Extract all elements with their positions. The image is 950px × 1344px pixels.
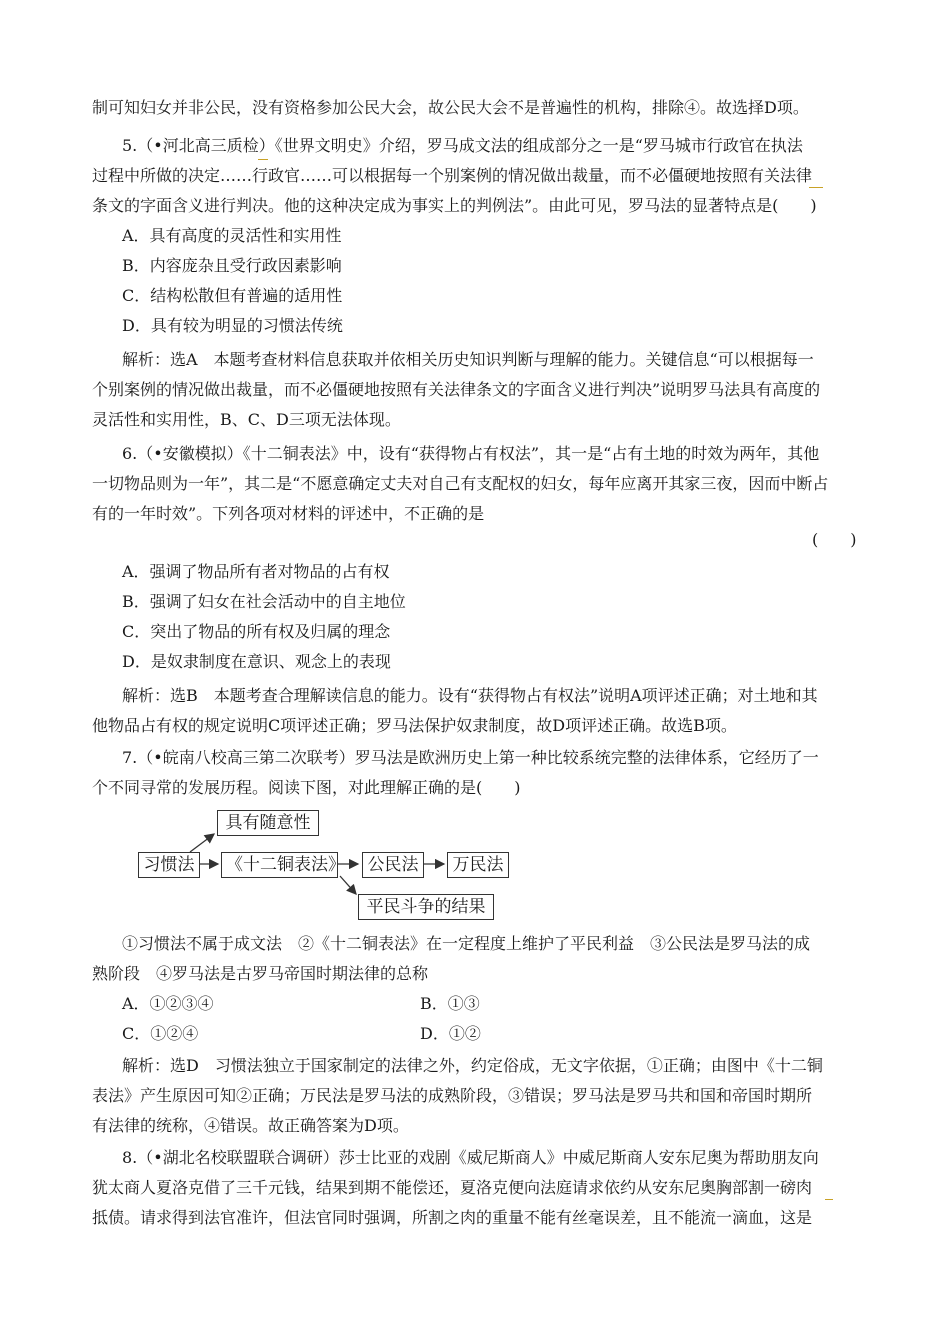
text-line: 制可知妇女并非公民，没有资格参加公民大会，故公民大会不是普遍性的机构，排除④。故选择D项。 (92, 98, 809, 117)
text-line: 有法律的统称，④错误。故正确答案为D项。 (92, 1116, 409, 1135)
statements: ①习惯法不属于成文法 ②《十二铜表法》在一定程度上维护了平民利益 ③公民法是罗马法的成 (122, 934, 811, 953)
option-c: C．突出了物品的所有权及归属的理念 (122, 622, 391, 641)
option-d: D．①② (420, 1024, 481, 1043)
text-line: 灵活性和实用性，B、C、D三项无法体现。 (92, 410, 401, 429)
text-line: 表法》产生原因可知②正确；万民法是罗马法的成熟阶段，③错误；罗马法是罗马共和国和帝国时期所 (92, 1086, 813, 1105)
analysis-6: 解析：选B 本题考查合理解读信息的能力。设有“获得物占有权法”说明A项评述正确；对土地和其 (122, 686, 818, 705)
option-a: A．强调了物品所有者对物品的占有权 (122, 562, 390, 581)
diagram-node-law-of-nations: 万民法 (447, 852, 509, 878)
scan-mark (809, 187, 823, 188)
diagram-node-arbitrary: 具有随意性 (217, 810, 319, 836)
option-c: C．结构松散但有普遍的适用性 (122, 286, 343, 305)
analysis-5: 解析：选A 本题考查材料信息获取并依相关历史知识判断与理解的能力。关键信息“可以根据每一 (122, 350, 814, 369)
text-line: 犹太商人夏洛克借了三千元钱，结果到期不能偿还，夏洛克便向法庭请求依约从安东尼奥胸部割一磅肉 (92, 1178, 813, 1197)
question-8-stem: 8.（•湖北名校联盟联合调研）莎士比亚的戏剧《威尼斯商人》中威尼斯商人安东尼奥为帮助朋友向 (122, 1148, 819, 1167)
text-line: 个别案例的情况做出裁量，而不必僵硬地按照有关法律条文的字面含义进行判决”说明罗马法具有高度的 (92, 380, 821, 399)
arrow (190, 834, 214, 852)
option-c: C．①②④ (122, 1024, 199, 1043)
diagram-node-civil-law: 公民法 (362, 852, 424, 878)
text-line: 个不同寻常的发展历程。阅读下图，对此理解正确的是( ) (92, 778, 521, 797)
diagram-node-twelve-tables: 《十二铜表法》 (221, 852, 338, 878)
scan-mark (825, 1199, 833, 1200)
option-b: B．内容庞杂且受行政因素影响 (122, 256, 342, 275)
text-line: 过程中所做的决定……行政官……可以根据每一个别案例的情况做出裁量，而不必僵硬地按照有关法律 (92, 166, 813, 185)
option-d: D．是奴隶制度在意识、观念上的表现 (122, 652, 391, 671)
option-a: A．①②③④ (122, 994, 214, 1013)
diagram-node-customary-law: 习惯法 (138, 852, 200, 878)
option-b: B．①③ (420, 994, 480, 1013)
text-line: 一切物品则为一年”，其二是“不愿意确定丈夫对自己有支配权的妇女，每年应离开其家三夜，因而中断占 (92, 474, 829, 493)
option-a: A．具有高度的灵活性和实用性 (122, 226, 342, 245)
text-line: 有的一年时效”。下列各项对材料的评述中，不正确的是 (92, 504, 485, 523)
option-b: B．强调了妇女在社会活动中的自主地位 (122, 592, 406, 611)
analysis-7: 解析：选D 习惯法独立于国家制定的法律之外，约定俗成，无文字依据，①正确；由图中《十二铜 (122, 1056, 823, 1075)
answer-blank: ( ) (812, 530, 857, 549)
text-line: 他物品占有权的规定说明C项评述正确；罗马法保护奴隶制度，故D项评述正确。故选B项。 (92, 716, 737, 735)
question-7-stem: 7.（•皖南八校高三第二次联考）罗马法是欧洲历史上第一种比较系统完整的法律体系，它经历了一 (122, 748, 819, 767)
arrow (340, 876, 356, 894)
text-line: 条文的字面含义进行判决。他的这种决定成为事实上的判例法”。由此可见，罗马法的显著特点是( ) (92, 196, 817, 215)
question-6-stem: 6.（•安徽模拟）《十二铜表法》中，设有“获得物占有权法”，其一是“占有土地的时效为两年，其他 (122, 444, 820, 463)
option-d: D．具有较为明显的习惯法传统 (122, 316, 343, 335)
diagram-node-plebeian-struggle: 平民斗争的结果 (358, 894, 494, 920)
text-line: 抵债。请求得到法官准许，但法官同时强调，所割之肉的重量不能有丝毫误差，且不能流一滴血，这是 (92, 1208, 813, 1227)
text-line: 熟阶段 ④罗马法是古罗马帝国时期法律的总称 (92, 964, 429, 983)
question-5-stem: 5.（•河北高三质检）《世界文明史》介绍，罗马成文法的组成部分之一是“罗马城市行政官在执法 (122, 136, 803, 155)
scan-mark (258, 159, 268, 160)
